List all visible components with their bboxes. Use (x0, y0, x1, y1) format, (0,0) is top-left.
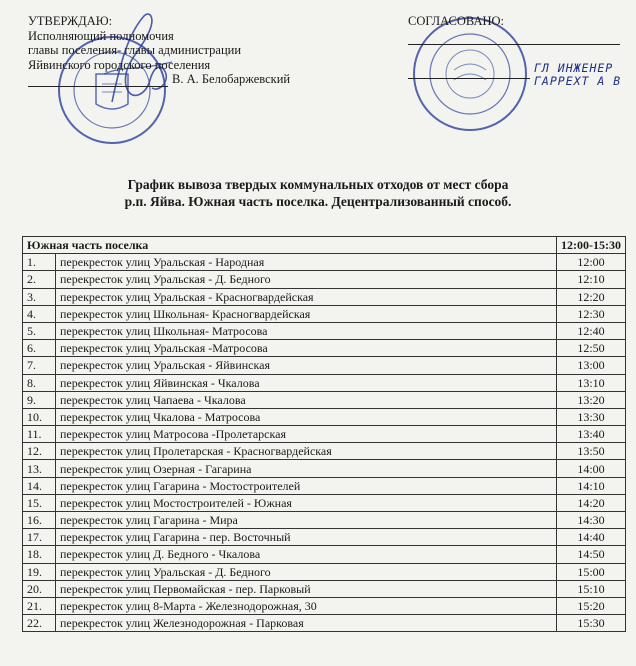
table-row (23, 477, 626, 494)
row-place: перекресток улиц Уральская -Матросова (56, 340, 557, 357)
row-time: 12:40 (557, 322, 626, 339)
row-time: 13:50 (557, 443, 626, 460)
row-time: 12:50 (557, 340, 626, 357)
row-time: 15:30 (557, 615, 626, 632)
row-number: 18. (23, 546, 56, 563)
row-time: 12:00 (557, 254, 626, 271)
agree-role-line1: ГЛ ИНЖЕНЕР (534, 61, 614, 75)
row-number: 3. (23, 288, 56, 305)
row-number: 2. (23, 271, 56, 288)
row-place: перекресток улиц Первомайская - пер. Парковый (56, 580, 557, 597)
table-row (23, 443, 626, 460)
row-place: перекресток улиц Озерная - Гагарина (56, 460, 557, 477)
row-place: перекресток улиц Уральская - Яйвинская (56, 357, 557, 374)
row-number: 19. (23, 563, 56, 580)
header-time: 12:00-15:30 (557, 237, 626, 254)
table-row (23, 529, 626, 546)
row-number: 16. (23, 512, 56, 529)
row-time: 12:30 (557, 305, 626, 322)
row-number: 14. (23, 477, 56, 494)
table-row (23, 426, 626, 443)
table-row (23, 597, 626, 614)
row-place: перекресток улиц Д. Бедного - Чкалова (56, 546, 557, 563)
row-time: 14:20 (557, 494, 626, 511)
table-row (23, 615, 626, 632)
signature-line (28, 86, 168, 87)
approver-name: В. А. Белобаржевский (172, 72, 291, 87)
row-number: 11. (23, 426, 56, 443)
row-time: 13:40 (557, 426, 626, 443)
row-number: 21. (23, 597, 56, 614)
row-number: 4. (23, 305, 56, 322)
row-place: перекресток улиц Уральская - Народная (56, 254, 557, 271)
row-place: перекресток улиц Гагарина - Мира (56, 512, 557, 529)
row-time: 15:00 (557, 563, 626, 580)
title-line2: р.п. Яйва. Южная часть поселка. Децентрализованный способ. (124, 194, 512, 209)
row-number: 13. (23, 460, 56, 477)
table-row (23, 322, 626, 339)
row-place: перекресток улиц Железнодорожная - Парковая (56, 615, 557, 632)
table-row (23, 340, 626, 357)
approval-block (28, 14, 290, 87)
agree-heading: СОГЛАСОВАНО: (408, 14, 505, 28)
row-place: перекресток улиц Матросова -Пролетарская (56, 426, 557, 443)
agree-role-line2: ГАРРЕХТ А В (534, 74, 622, 88)
row-number: 17. (23, 529, 56, 546)
row-time: 12:20 (557, 288, 626, 305)
row-number: 15. (23, 494, 56, 511)
row-number: 10. (23, 408, 56, 425)
approve-heading: УТВЕРЖДАЮ: (28, 14, 113, 28)
table-row (23, 546, 626, 563)
table-row (23, 580, 626, 597)
table-row (23, 271, 626, 288)
row-number: 20. (23, 580, 56, 597)
row-time: 13:10 (557, 374, 626, 391)
row-place: перекресток улиц Школьная- Красногвардейская (56, 305, 557, 322)
table-row (23, 254, 626, 271)
agree-role-stamp (534, 62, 621, 88)
agree-signature-line-2 (408, 78, 530, 79)
header-area: Южная часть поселка (23, 237, 557, 254)
row-place: перекресток улиц Школьная- Матросова (56, 322, 557, 339)
row-time: 15:10 (557, 580, 626, 597)
table-row (23, 512, 626, 529)
row-place: перекресток улиц Чкалова - Матросова (56, 408, 557, 425)
table-row (23, 374, 626, 391)
row-place: перекресток улиц 8-Марта - Железнодорожная, 30 (56, 597, 557, 614)
title-line1: График вывоза твердых коммунальных отходов от мест сбора (127, 177, 509, 192)
row-place: перекресток улиц Уральская - Д. Бедного (56, 563, 557, 580)
table-row (23, 408, 626, 425)
row-place: перекресток улиц Мостостроителей - Южная (56, 494, 557, 511)
row-time: 14:30 (557, 512, 626, 529)
approve-line3: Яйвинского городского поселения (28, 57, 211, 72)
row-number: 12. (23, 443, 56, 460)
row-place: перекресток улиц Уральская - Красногвардейская (56, 288, 557, 305)
row-time: 14:50 (557, 546, 626, 563)
row-place: перекресток улиц Яйвинская - Чкалова (56, 374, 557, 391)
approve-line1: Исполняющий полномочия (28, 28, 174, 43)
approve-line2: главы поселения- главы администрации (28, 43, 242, 58)
row-time: 12:10 (557, 271, 626, 288)
row-number: 8. (23, 374, 56, 391)
row-place: перекресток улиц Гагарина - Мостостроителей (56, 477, 557, 494)
row-time: 13:20 (557, 391, 626, 408)
row-time: 13:00 (557, 357, 626, 374)
table-row (23, 391, 626, 408)
document-title (0, 176, 636, 210)
row-number: 9. (23, 391, 56, 408)
row-number: 22. (23, 615, 56, 632)
table-row (23, 288, 626, 305)
row-time: 14:10 (557, 477, 626, 494)
row-number: 1. (23, 254, 56, 271)
table-header-row (23, 237, 626, 254)
row-time: 13:30 (557, 408, 626, 425)
row-number: 7. (23, 357, 56, 374)
agree-signature-line (408, 44, 620, 45)
schedule-table (22, 236, 626, 632)
table-row (23, 460, 626, 477)
organization-stamp-icon (410, 14, 530, 134)
row-number: 5. (23, 322, 56, 339)
row-time: 14:40 (557, 529, 626, 546)
approve-signature-row (28, 72, 290, 87)
row-place: перекресток улиц Чапаева - Чкалова (56, 391, 557, 408)
table-row (23, 494, 626, 511)
row-place: перекресток улиц Гагарина - пер. Восточный (56, 529, 557, 546)
row-time: 15:20 (557, 597, 626, 614)
row-place: перекресток улиц Пролетарская - Красногвардейская (56, 443, 557, 460)
row-place: перекресток улиц Уральская - Д. Бедного (56, 271, 557, 288)
table-row (23, 563, 626, 580)
table-row (23, 357, 626, 374)
row-time: 14:00 (557, 460, 626, 477)
table-row (23, 305, 626, 322)
row-number: 6. (23, 340, 56, 357)
